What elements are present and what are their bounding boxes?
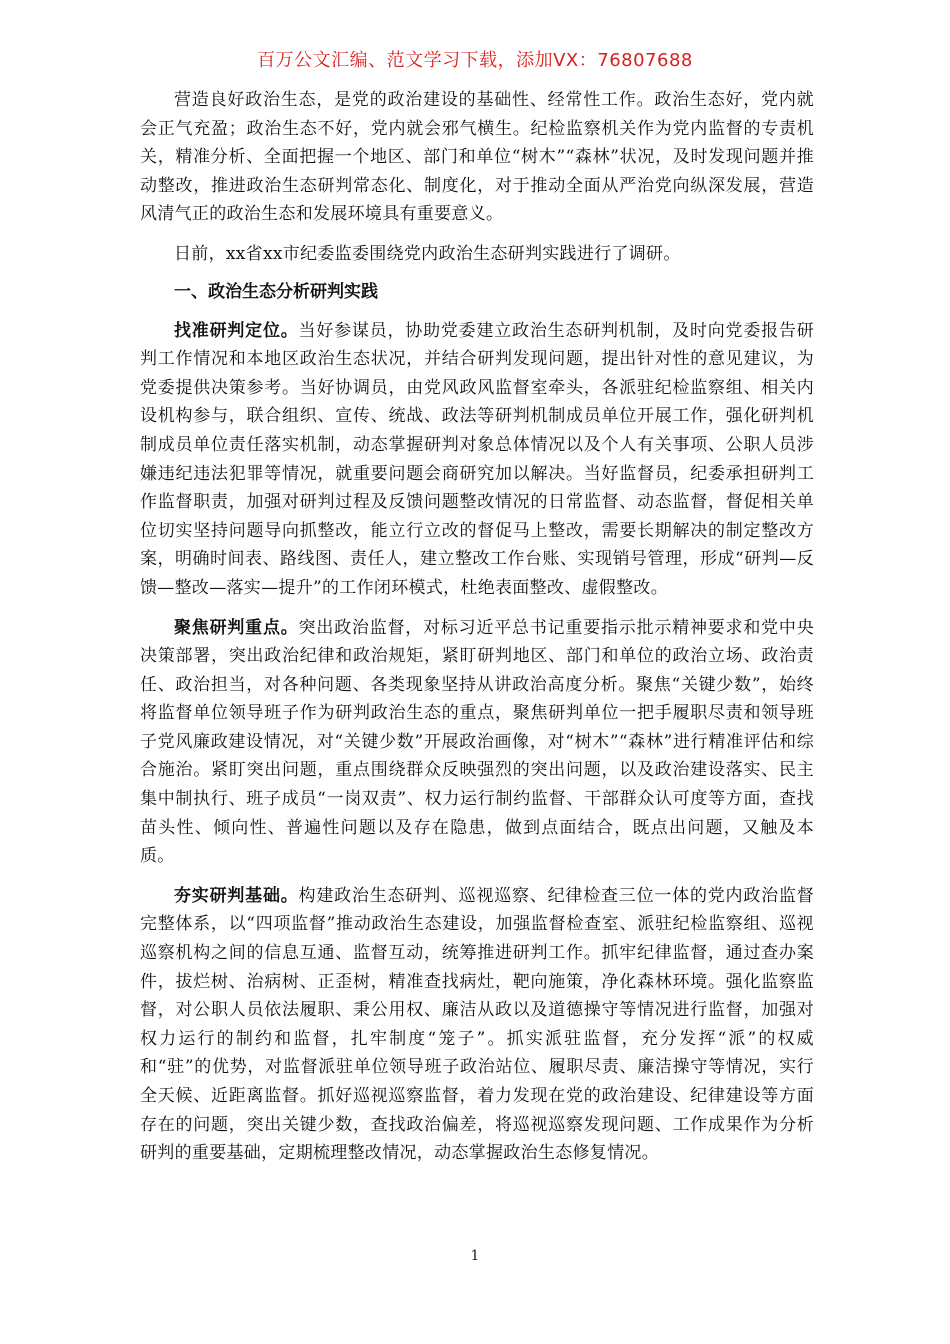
document-body — [140, 86, 814, 1179]
paragraph-text: 构建政治生态研判、巡视巡察、纪律检查三位一体的党内政治监督完整体系，以“四项监督”推动政治生态建设，加强监督检查室、派驻纪检监察组、巡视巡察机构之间的信息互通、监督互动，统筹推进研判工作。抓牢纪律监督，通过查办案件，拔烂树、治病树、正歪树，精准查找病灶，靶向施策，净化森林环境。强化监察监督，对公职人员依法履职、秉公用权、廉洁从政以及道德操守等情况进行监督，加强对权力运行的制约和监督，扎牢制度“笼子”。抓实派驻监督，充分发挥“派”的权威和“驻”的优势，对监督派驻单位领导班子政治站位、履职尽责、廉洁操守等情况，实行全天候、近距离监督。抓好巡视巡察监督，着力发现在党的政治建设、纪律建设等方面存在的问题，突出关键少数，查找政治偏差，将巡视巡察发现问题、工作成果作为分析研判的重要基础，定期梳理整改情况，动态掌握政治生态修复情况。 — [140, 885, 814, 1164]
paragraph-lead: 聚焦研判重点。 — [174, 617, 299, 638]
paragraph-text: 突出政治监督，对标习近平总书记重要指示批示精神要求和党中央决策部署，突出政治纪律和政治规矩，紧盯研判地区、部门和单位的政治立场、政治责任、政治担当，对各种问题、各类现象坚持从讲政治高度分析。聚焦“关键少数”，始终将监督单位领导班子作为研判政治生态的重点，聚焦研判单位一把手履职尽责和领导班子党风廉政建设情况，对“关键少数”开展政治画像，对“树木”“森林”进行精准评估和综合施治。紧盯突出问题，重点围绕群众反映强烈的突出问题，以及政治建设落实、民主集中制执行、班子成员“一岗双责”、权力运行制约监督、干部群众认可度等方面，查找苗头性、倾向性、普遍性问题以及存在隐患，做到点面结合，既点出问题，又触及本质。 — [140, 617, 814, 867]
section-paragraph-foundation — [140, 882, 814, 1168]
paragraph-lead: 夯实研判基础。 — [174, 885, 299, 906]
paragraph-lead: 找准研判定位。 — [174, 320, 299, 341]
section-paragraph-positioning — [140, 317, 814, 603]
page-number: 1 — [470, 1248, 480, 1264]
section-paragraph-focus — [140, 614, 814, 871]
paragraph-text: 当好参谋员，协助党委建立政治生态研判机制，及时向党委报告研判工作情况和本地区政治生态状况，并结合研判发现问题，提出针对性的意见建议，为党委提供决策参考。当好协调员，由党风政风监督室牵头，各派驻纪检监察组、相关内设机构参与，联合组织、宣传、统战、政法等研判机制成员单位开展工作，强化研判机制成员单位责任落实机制，动态掌握研判对象总体情况以及个人有关事项、公职人员涉嫌违纪违法犯罪等情况，就重要问题会商研究加以解决。当好监督员，纪委承担研判工作监督职责，加强对研判过程及反馈问题整改情况的日常监督、动态监督，督促相关单位切实坚持问题导向抓整改，能立行立改的督促马上整改，需要长期解决的制定整改方案，明确时间表、路线图、责任人，建立整改工作台账、实现销号管理，形成“研判—反馈—整改—落实—提升”的工作闭环模式，杜绝表面整改、虚假整改。 — [140, 320, 814, 598]
section-heading: 一、政治生态分析研判实践 — [174, 281, 378, 302]
intro-paragraph: 营造良好政治生态，是党的政治建设的基础性、经常性工作。政治生态好，党内就会正气充盈；政治生态不好，党内就会邪气横生。纪检监察机关作为党内监督的专责机关，精准分析、全面把握一个地区、部门和单位“树木”“森林”状况，及时发现问题并推动整改，推进政治生态研判常态化、制度化，对于推动全面从严治党向纵深发展，营造风清气正的政治生态和发展环境具有重要意义。 — [140, 90, 814, 225]
survey-paragraph: 日前，xx省xx市纪委监委围绕党内政治生态研判实践进行了调研。 — [174, 243, 681, 264]
watermark-banner: 百万公文汇编、范文学习下载，添加VX：76807688 — [257, 50, 693, 71]
